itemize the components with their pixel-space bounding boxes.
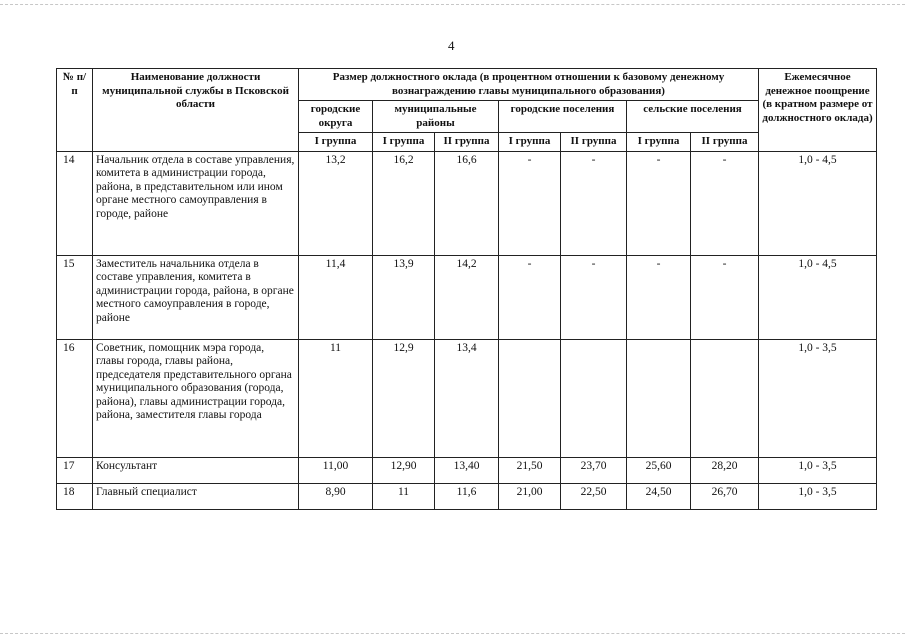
value-cell: 26,70 [691, 483, 759, 509]
group-label: II группа [435, 133, 499, 152]
value-cell: - [627, 151, 691, 255]
value-cell: 11,00 [299, 457, 373, 483]
row-position-name: Консультант [93, 457, 299, 483]
value-cell: 12,9 [373, 339, 435, 457]
row-number: 16 [57, 339, 93, 457]
header-number: № п/п [57, 69, 93, 152]
row-position-name: Заместитель начальника отдела в составе управления, комитета в администрации города, района, в органе местного самоуправления в городе, районе [93, 255, 299, 339]
value-cell: - [561, 255, 627, 339]
header-urban-districts: городские округа [299, 101, 373, 133]
page-number: 4 [448, 38, 455, 53]
value-cell: 13,4 [435, 339, 499, 457]
header-monthly-bonus: Ежемесячное денежное поощрение (в кратном размере от должностного оклада) [759, 69, 877, 152]
value-cell: - [499, 151, 561, 255]
row-bonus: 1,0 - 3,5 [759, 457, 877, 483]
value-cell: 13,2 [299, 151, 373, 255]
value-cell: - [499, 255, 561, 339]
row-bonus: 1,0 - 4,5 [759, 255, 877, 339]
value-cell: 16,6 [435, 151, 499, 255]
value-cell: 11,6 [435, 483, 499, 509]
group-label: II группа [691, 133, 759, 152]
value-cell: 11 [373, 483, 435, 509]
value-cell: 24,50 [627, 483, 691, 509]
group-label: I группа [373, 133, 435, 152]
table-row [57, 483, 877, 509]
table-row [57, 457, 877, 483]
value-cell [691, 339, 759, 457]
row-bonus: 1,0 - 4,5 [759, 151, 877, 255]
table-row [57, 255, 877, 339]
header-urban-settlements: городские поселения [499, 101, 627, 133]
value-cell: 13,40 [435, 457, 499, 483]
scan-edge-top [0, 4, 905, 5]
header-position-name: Наименование должности муниципальной службы в Псковской области [93, 69, 299, 152]
row-number: 17 [57, 457, 93, 483]
value-cell: 16,2 [373, 151, 435, 255]
value-cell [499, 339, 561, 457]
salary-table [56, 68, 877, 510]
row-position-name: Советник, помощник мэра города, главы города, главы района, председателя представительного органа муниципального образования (города, района), главы администрации города, района, заместителя главы города [93, 339, 299, 457]
value-cell: 23,70 [561, 457, 627, 483]
header-municipal-districts: муниципальные районы [373, 101, 499, 133]
group-label: I группа [627, 133, 691, 152]
value-cell: 25,60 [627, 457, 691, 483]
table-row [57, 339, 877, 457]
header-row-1 [57, 69, 877, 101]
value-cell: - [691, 151, 759, 255]
value-cell: 13,9 [373, 255, 435, 339]
group-label: I группа [299, 133, 373, 152]
value-cell: 8,90 [299, 483, 373, 509]
value-cell: 21,00 [499, 483, 561, 509]
row-bonus: 1,0 - 3,5 [759, 483, 877, 509]
value-cell: 12,90 [373, 457, 435, 483]
group-label: I группа [499, 133, 561, 152]
value-cell: 14,2 [435, 255, 499, 339]
header-salary-size: Размер должностного оклада (в процентном отношении к базовому денежному вознаграждению главы муниципального образования) [299, 69, 759, 101]
value-cell: 21,50 [499, 457, 561, 483]
row-position-name: Главный специалист [93, 483, 299, 509]
value-cell [561, 339, 627, 457]
value-cell: 22,50 [561, 483, 627, 509]
row-bonus: 1,0 - 3,5 [759, 339, 877, 457]
value-cell [627, 339, 691, 457]
table-row [57, 151, 877, 255]
value-cell: 28,20 [691, 457, 759, 483]
group-label: II группа [561, 133, 627, 152]
value-cell: 11 [299, 339, 373, 457]
value-cell: - [561, 151, 627, 255]
value-cell: 11,4 [299, 255, 373, 339]
row-number: 14 [57, 151, 93, 255]
header-rural-settlements: сельские поселения [627, 101, 759, 133]
value-cell: - [691, 255, 759, 339]
scan-edge-bottom [0, 633, 905, 634]
row-number: 18 [57, 483, 93, 509]
value-cell: - [627, 255, 691, 339]
row-position-name: Начальник отдела в составе управления, комитета в администрации города, района, в представительном или ином органе местного самоуправления в городе, районе [93, 151, 299, 255]
row-number: 15 [57, 255, 93, 339]
